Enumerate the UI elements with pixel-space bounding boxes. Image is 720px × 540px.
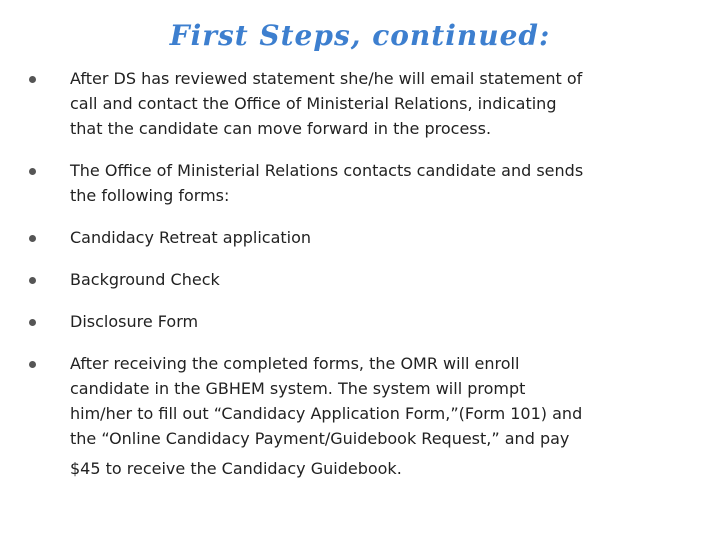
bullet-dot-icon [29, 361, 36, 368]
bullet-text-line: Candidacy Retreat application [70, 228, 312, 247]
bullet-text-line: candidate in the GBHEM system. The system will prompt [70, 379, 526, 398]
bullet-text-line: Disclosure Form [70, 312, 199, 331]
bullet-text-line: the following forms: [70, 186, 230, 205]
bullet-text-line: $45 to receive the Candidacy Guidebook. [70, 459, 402, 478]
bullet-list [28, 66, 688, 481]
bullet-item-retreat-application [28, 225, 688, 250]
bullet-text-line: the “Online Candidacy Payment/Guidebook Request,” and pay [70, 429, 570, 448]
bullet-dot-icon [29, 319, 36, 326]
bullet-text-line: Background Check [70, 270, 220, 289]
bullet-text-line: After receiving the completed forms, the OMR will enroll [70, 354, 520, 373]
bullet-text-line: him/her to fill out “Candidacy Application Form,”(Form 101) and [70, 404, 583, 423]
bullet-text-line: call and contact the Office of Ministerial Relations, indicating [70, 94, 557, 113]
bullet-item-email-statement [28, 66, 688, 141]
bullet-item-gbhem-enrollment [28, 351, 688, 481]
bullet-text-line: The Office of Ministerial Relations contacts candidate and sends [70, 161, 584, 180]
bullet-dot-icon [29, 277, 36, 284]
bullet-text-line: that the candidate can move forward in the process. [70, 119, 492, 138]
bullet-dot-icon [29, 76, 36, 83]
bullet-dot-icon [29, 235, 36, 242]
slide-title: First Steps, continued: [169, 19, 551, 52]
bullet-item-disclosure-form [28, 309, 688, 334]
bullet-dot-icon [29, 168, 36, 175]
bullet-item-omr-contacts [28, 158, 688, 208]
bullet-text-line: After DS has reviewed statement she/he will email statement of [70, 69, 583, 88]
bullet-item-background-check [28, 267, 688, 292]
